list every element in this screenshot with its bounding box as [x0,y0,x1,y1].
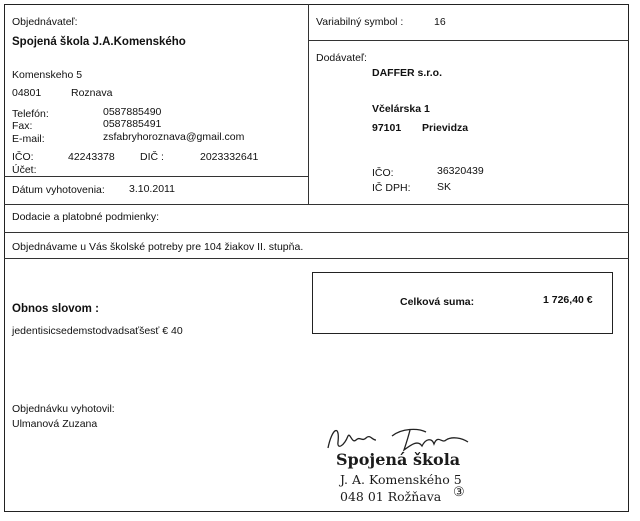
email-label: E-mail: [12,133,45,145]
total-label: Celková suma: [400,296,475,308]
supplier-ico-value: 36320439 [437,165,484,177]
issued-by-name: Ulmanová Zuzana [12,418,98,430]
dic-label: DIČ : [140,151,164,163]
stamp-number: ③ [453,485,465,500]
total-value: 1 726,40 € [543,294,593,306]
stamp-line3: 048 01 Rožňava [340,489,442,504]
fax-value: 0587885491 [103,118,162,130]
phone-label: Telefón: [12,108,49,120]
orderer-label: Objednávateľ: [12,16,78,28]
supplier-street: Včelárska 1 [372,103,430,115]
supplier-zip: 97101 [372,122,402,134]
dic-value: 2023332641 [200,151,259,163]
orderer-ico-label: IČO: [12,151,34,163]
amount-words-value: jedentisicsedemstodvadsaťšesť € 40 [12,325,183,337]
date-divider [4,176,308,177]
terms-label: Dodacie a platobné podmienky: [12,211,160,223]
orderer-ico-value: 42243378 [68,151,115,163]
issued-by-label: Objednávku vyhotovil: [12,403,115,415]
supplier-label: Dodávateľ: [316,52,367,64]
terms-top-divider [4,204,629,205]
orderer-street: Komenskeho 5 [12,69,83,81]
terms-bottom-divider [4,232,629,233]
date-label: Dátum vyhotovenia: [12,184,105,196]
orderer-zip: 04801 [12,87,42,99]
order-text: Objednávame u Vás školské potreby pre 104 žiakov II. stupňa. [12,241,304,253]
variable-symbol-label: Variabilný symbol : [316,16,404,28]
supplier-icdph-value: SK [437,181,452,193]
supplier-icdph-label: IČ DPH: [372,182,411,194]
supplier-divider [308,40,629,41]
order-text-divider [4,258,629,259]
stamp-line2: J. A. Komenského 5 [340,472,462,487]
email-value: zsfabryhoroznava@gmail.com [103,131,245,143]
amount-words-label: Obnos slovom : [12,303,99,315]
fax-label: Fax: [12,120,33,132]
orderer-name: Spojená škola J.A.Komenského [12,36,186,48]
date-value: 3.10.2011 [129,183,175,195]
stamp-line1: Spojená škola [336,450,461,469]
account-label: Účet: [12,164,37,176]
column-divider [308,4,309,204]
supplier-ico-label: IČO: [372,167,394,179]
variable-symbol-value: 16 [434,16,446,28]
supplier-name: DAFFER s.r.o. [372,67,443,79]
phone-value: 0587885490 [103,106,162,118]
supplier-city: Prievidza [422,122,469,134]
orderer-city: Roznava [71,87,113,99]
